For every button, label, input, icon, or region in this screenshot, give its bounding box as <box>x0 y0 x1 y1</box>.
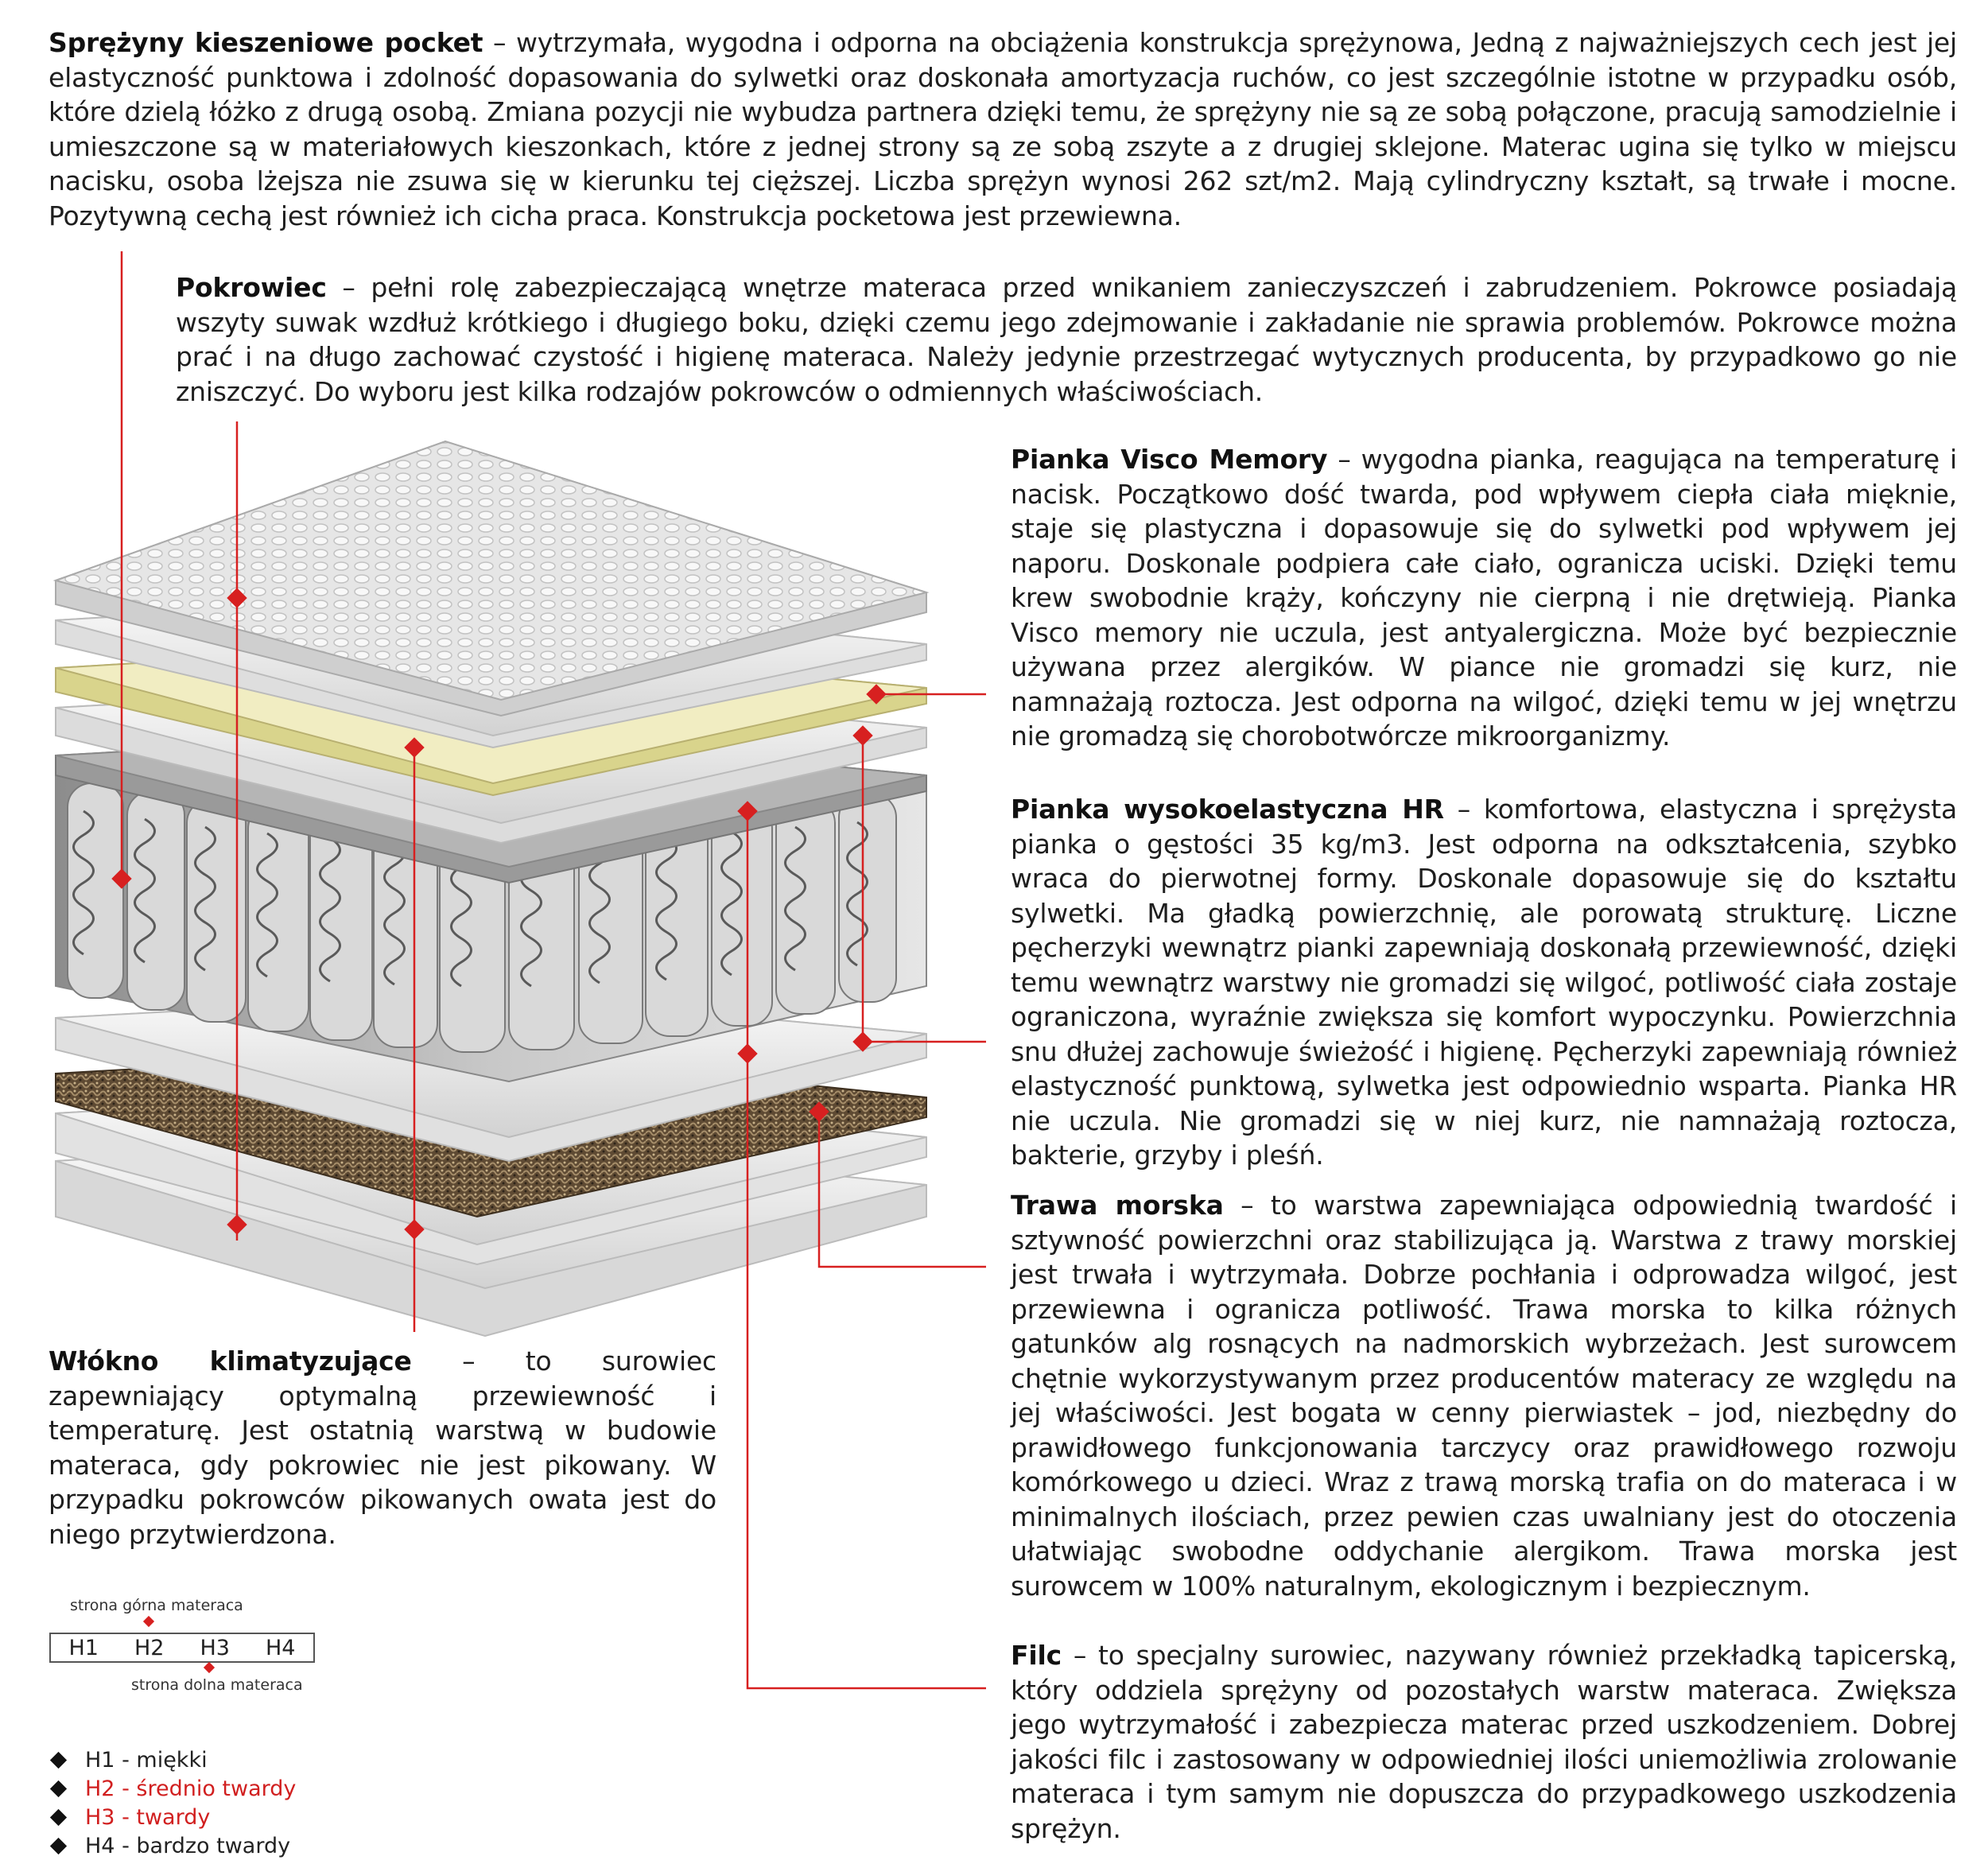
scale-top-label: strona górna materaca <box>70 1597 243 1614</box>
legend-item <box>49 1745 296 1774</box>
seaweed-title: Trawa morska <box>1011 1190 1224 1221</box>
diamond-icon <box>50 1780 67 1796</box>
felt-title: Filc <box>1011 1640 1062 1671</box>
legend-label: H4 - bardzo twardy <box>85 1833 291 1858</box>
hardness-scale <box>49 1633 315 1663</box>
pocket-springs-title: Sprężyny kieszeniowe pocket <box>49 27 483 58</box>
diamond-icon <box>50 1808 67 1825</box>
cover-text: – pełni rolę zabezpieczającą wnętrze materaca przed wnikaniem zanieczyszczeń i zabrudzeniem. Pokrowce posiadają wszyty suwak wzdłuż krótkiego i długiego boku, dzięki czemu jego zdejmowanie i zakładanie nie sprawia problemów. Pokrowce można prać i na długo zachować czystość i higienę materaca. Należy jedynie przestrzegać wytycznych producenta, by przypadkowo go nie zniszczyć. Do wyboru jest kilka rodzajów pokrowców o odmiennych właściwościach. <box>176 272 1957 407</box>
legend-item <box>49 1831 296 1860</box>
hardness-legend <box>49 1745 296 1860</box>
hr-foam-title: Pianka wysokoelastyczna HR <box>1011 794 1444 825</box>
diamond-icon <box>50 1751 67 1768</box>
legend-label: H2 - średnio twardy <box>85 1776 297 1801</box>
cover-title: Pokrowiec <box>176 272 327 303</box>
legend-label: H3 - twardy <box>85 1804 211 1830</box>
scale-h4: H4 <box>266 1635 296 1660</box>
fiber-text: – to surowiec zapewniający optymalną przewiewność i temperaturę. Jest ostatnią warstwą w budowie materaca, gdy pokrowiec nie jest pikowany. W przypadku pokrowców pikowanych owata jest do niego przytwierdzona. <box>49 1345 716 1550</box>
legend-item <box>49 1774 296 1803</box>
diamond-icon <box>50 1837 67 1854</box>
hr-foam-text: – komfortowa, elastyczna i sprężysta pianka o gęstości 35 kg/m3. Jest odporna na odkształcenia, szybko wraca do pierwotnej formy. Doskonale dopasowuje się do kształtu sylwetki. Ma gładką powierzchnię, ale porowatą strukturę. Liczne pęcherzyki wewnątrz pianki zapewniają doskonałą przewiewność, dzięki temu wewnątrz warstwy nie gromadzi się wilgoć, potliwość ciała zostaje ograniczona, wyraźnie zwiększa się komfort wypoczynku. Powierzchnia snu dłużej zachowuje świeżość i higienę. Pęcherzyki zapewniają również elastyczność punktową, sylwetka jest odpowiednio wsparta. Pianka HR nie uczula. Nie gromadzi się w niej kurz, nie namnażają roztocza, bakterie, grzyby i pleśń. <box>1011 794 1957 1171</box>
scale-bottom-label: strona dolna materaca <box>131 1676 303 1694</box>
scale-h3: H3 <box>200 1635 230 1660</box>
felt-text: – to specjalny surowiec, nazywany również przekładką tapicerską, który oddziela sprężyny od pozostałych warstw materaca. Zwiększa jego wytrzymałość i zabezpiecza materac przed uszkodzeniem. Dobrej jakości filc i zastosowany w odpowiedniej ilości uniemożliwia zrolowanie materaca i tym samym nie dopuszcza do przypadkowego uszkodzenia sprężyn. <box>1011 1640 1957 1844</box>
scale-h2: H2 <box>134 1635 165 1660</box>
scale-h1: H1 <box>68 1635 99 1660</box>
legend-item <box>49 1803 296 1831</box>
fiber-title: Włókno klimatyzujące <box>49 1345 412 1377</box>
pocket-springs-text: – wytrzymała, wygodna i odporna na obciążenia konstrukcja sprężynowa, Jedną z najważniejszych cech jest jej elastyczność punktowa i zdolność dopasowania do sylwetki oraz doskonała amortyzacja ruchów, co jest szczególnie istotne w przypadku osób, które dzielą łóżko z drugą osobą. Zmiana pozycji nie wybudza partnera dzięki temu, że sprężyny nie są ze sobą połączone, pracują samodzielnie i umieszczone są w materiałowych kieszonkach, które z jednej strony są ze sobą zszyte a z drugiej sklejone. Materac ugina się tylko w miejscu nacisku, osoba lżejsza nie zsuwa się w kierunku tej cięższej. Liczba sprężyn wynosi 262 szt/m2. Mają cylindryczny kształt, są trwałe i mocne. Pozytywną cechą jest również ich cicha praca. Konstrukcja pocketowa jest przewiewna. <box>49 27 1958 231</box>
visco-foam-text: – wygodna pianka, reagująca na temperaturę i nacisk. Początkowo dość twarda, pod wpływem ciepła ciała mięknie, staje się plastyczna i dopasowuje się do sylwetki pod wpływem jej naporu. Doskonale podpiera całe ciało, ogranicza uciski. Dzięki temu krew swobodnie krąży, kończyny nie cierpną i nie drętwieją. Pianka Visco memory nie uczula, jest antyalergiczna. Może być bezpiecznie używana przez alergików. W piance nie gromadzi się kurz, nie namnażają roztocza. Jest odporna na wilgoć, dzięki temu w jej wnętrzu nie gromadzą się chorobotwórcze mikroorganizmy. <box>1011 444 1957 751</box>
legend-label: H1 - miękki <box>85 1747 208 1773</box>
visco-foam-title: Pianka Visco Memory <box>1011 444 1328 475</box>
seaweed-text: – to warstwa zapewniająca odpowiednią twardość i sztywność powierzchni oraz stabilizująca ją. Warstwa z trawy morskiej jest trwała i wytrzymała. Dobrze pochłania i odprowadza wilgoć, jest przewiewna i ogranicza potliwość. Trawa morska to kilka różnych gatunków alg rosnących na nadmorskich wybrzeżach. Jest surowcem chętnie wykorzystywanym przez producentów materacy ze względu na jej właściwości. Jest bogata w cenny pierwiastek – jod, niezbędny do prawidłowego funkcjonowania tarczycy oraz prawidłowego rozwoju komórkowego u dzieci. Wraz z trawą morską trafia on do materaca i w minimalnych ilościach, przez pewien czas uwalniany jest do otoczenia ułatwiając swobodne oddychanie alergikom. Trawa morska jest surowcem w 100% naturalnym, ekologicznym i bezpiecznym. <box>1011 1190 1957 1602</box>
